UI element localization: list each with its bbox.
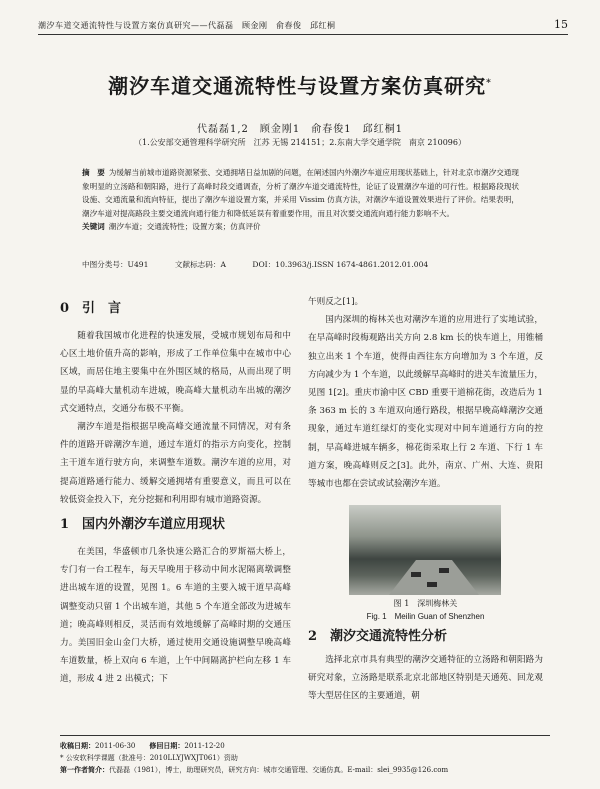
section-introduction-heading [60,299,291,319]
section-title: 潮汐交通流特性分析 [330,629,448,644]
abstract-text: 为缓解当前城市道路资源紧张、交通拥堵日益加剧的问题，在阐述国内外潮汐车道应用现状基础上，针对北京市潮汐交通现象明显的立汤路和朝阳路，进行了高峰时段交通调查，分析了潮汐车道交通流特性，论证了设置潮汐车道的可行性。根据路段现状设施、交通流量和流向特征，提出了潮汐车道设置方案，并采用 Vissim 仿真方法，对潮汐车道设置效果进行了评价。结果表明，潮汐车道对提高路段主要交通流向通行能力和降低延误有着重要作用，而且对次要交通流向通行能力影响不大。 [82,168,520,218]
revised-label: 修回日期： [149,741,185,750]
running-header [38,18,568,35]
figure-caption-en: Fig. 1 Meilin Guan of Shenzhen [366,612,485,621]
abstract [82,166,519,220]
left-column [60,293,291,689]
figure-caption-cn: 图 1 深圳梅林关 [393,599,458,608]
road-image [389,560,479,595]
paper-title [0,70,600,99]
running-title: 潮汐车道交通流特性与设置方案仿真研究——代磊磊 顾金刚 俞春俊 邱红桐 [38,21,336,30]
figure-1-photo [349,505,501,595]
document-code: 文献标志码：A [174,260,226,269]
received-date: 2011-06-30 [95,742,136,750]
paragraph: 在美国，华盛顿市几条快速公路汇合的罗斯福大桥上，专门有一台工程车，每天早晚用于移动中间水泥隔离墩调整进出城车道的设置，见图 1。6 车道的主要入城干道早高峰调整变动只留 1 个出城车道，其他 5 个车道全部改为进城车道；晚高峰则相反，灵活而有效地缓解了高峰时期的交通压力。美国旧金山金门大桥，通过使用交通设施调整早晚高峰车道数量，桥上双向 6 车道，上午中间隔离护栏向左移 1 车道，形成 4 进 2 出模式；下 [60,547,291,685]
keywords-label: 关键词 [82,222,105,231]
paragraph: 随着我国城市化进程的快速发展，受城市规划布局和中心区土地价值升高的影响，形成了工作单位集中在城市中心区域，而居住地主要集中在外围区域的格局，从而出现了明显的早高峰大量机动车进城，晚高峰大量机动车出城的潮汐式交通特点，交通分布极不平衡。 [60,331,291,414]
dates-line [60,740,550,752]
car-image [439,568,449,573]
paper-title-text: 潮汐车道交通流特性与设置方案仿真研究 [108,74,487,98]
author-list: 代磊磊1,2 顾金刚1 俞春俊1 邱红桐1 [197,124,403,135]
paragraph: 午则反之[1]。 [308,297,364,307]
abstract-block [82,166,519,234]
bio-label: 第一作者简介： [60,765,109,774]
paragraph: 国内深圳的梅林关也对潮汐车道的应用进行了实地试验，在早高峰时段梅观路出关方向 2.8 km 长的快车道上，用锥桶独立出来 1 个车道，使得由西往东方向增加为 3 个车道，反方向减少为 1 个车道，以此缓解早高峰时的进关车流量压力，见图 1[2]。重庆市渝中区 CBD 重要干道棉花街，改造后为 1 条 363 m 长的 3 车道双向通行路段，根据早晚高峰潮汐交通现象，通过车道红绿灯的变化实现对中间车道通行方向的控制，早高峰进城车辆多，棉花街采取上行 2 车道、下行 1 车道方案，晚高峰则反之[3]。此外，南京、广州、大连、贵阳等城市也都在尝试或试验潮汐车道。 [308,315,543,490]
clc-number: 中图分类号：U491 [82,260,149,269]
doi: DOI：10.3963/j.ISSN 1674-4861.2012.01.004 [252,260,429,269]
keywords [82,220,519,234]
funding-note: * 公安软科学课题（批准号：2010LLYJWXJT061）资助 [60,754,238,762]
right-column-continued [308,651,543,706]
car-image [411,572,421,577]
section-number: 0 [60,301,70,316]
paragraph: 选择北京市具有典型的潮汐交通特征的立汤路和朝阳路为研究对象，立汤路是联系北京北部地区特别是天通苑、回龙观等大型居住区的主要通道，朝 [308,655,543,702]
section-1-heading [60,515,291,535]
bio-text: 代磊磊（1981），博士，助理研究员，研究方向：城市交通管理、交通仿真。E-mail：slei_9935@126.com [109,766,449,774]
section-number: 1 [60,517,70,533]
section-number: 2 [308,629,318,644]
received-label: 收稿日期： [60,741,95,750]
section-2-heading [308,625,543,644]
section-title: 国内外潮汐车道应用现状 [82,517,226,533]
page-number: 15 [554,18,568,31]
car-image [427,582,437,587]
revised-date: 2011-12-20 [184,742,225,750]
affiliation: （1.公安部交通管理科学研究所 江苏 无锡 214151；2.东南大学交通学院 南京 210096） [134,138,466,147]
author-bio [60,764,550,776]
paragraph: 潮汐车道是指根据早晚高峰交通流量不同情况，对有条件的道路开辟潮汐车道，通过车道灯的指示方向变化，控制主干道车道行驶方向，来调整车道数。潮汐车道的应用，对提高道路通行能力、缓解交通拥堵有重要意义，而且可以在较低资金投入下，充分挖掘和利用即有城市道路资源。 [60,422,291,505]
keywords-text: 潮汐车道；交通流特性；设置方案；仿真评价 [108,222,261,231]
section-title: 引 言 [82,301,122,316]
title-footnote-mark: * [486,78,492,89]
right-column [308,293,543,493]
abstract-label: 摘 要 [82,168,105,177]
footnotes [60,735,550,776]
classification-line [82,259,519,270]
